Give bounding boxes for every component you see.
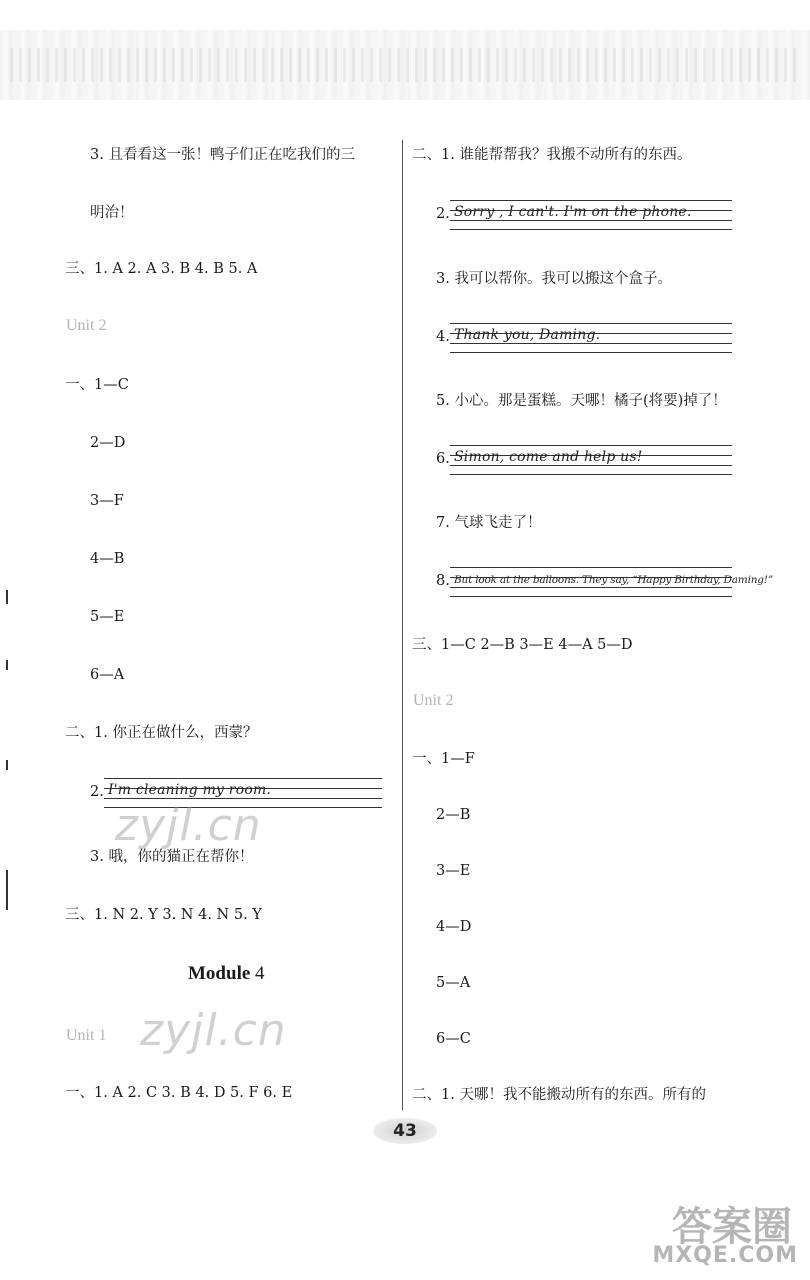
answer-line: 二、1. 你正在做什么，西蒙？ (65, 725, 258, 741)
unit-heading: Unit 1 (66, 1027, 107, 1044)
module-word: Module (188, 963, 251, 984)
answer-line: 7. 气球飞走了！ (436, 515, 542, 531)
answer-line: 三、1. A 2. A 3. B 4. B 5. A (65, 261, 258, 277)
answer-line: 4—B (90, 551, 125, 567)
answer-line: 二、1. 天哪！我不能搬动所有的东西。所有的 (412, 1087, 706, 1103)
handwriting-answer (436, 567, 773, 597)
edge-mark (6, 590, 8, 604)
column-divider (402, 140, 403, 1110)
answer-line: 一、1—F (412, 751, 475, 767)
watermark: zyjl.cn (140, 1005, 287, 1056)
answer-line: 5—A (436, 975, 471, 991)
unit-heading: Unit 2 (66, 317, 107, 334)
answer-line: 3. 且看看这一张！鸭子们正在吃我们的三 (90, 147, 355, 163)
handwritten-text: But look at the balloons. They say, “Happy Birthday, Daming!” (454, 574, 773, 586)
answer-line: 6—C (436, 1031, 471, 1047)
answer-line: 4—D (436, 919, 472, 935)
answer-number: 2. (90, 784, 104, 800)
edge-mark (6, 760, 8, 770)
page-number: 43 (373, 1118, 437, 1144)
answer-line: 三、1—C 2—B 3—E 4—A 5—D (412, 637, 633, 653)
answer-number: 8. (436, 573, 450, 589)
answer-number: 4. (436, 329, 450, 345)
header-band (0, 30, 810, 100)
handwritten-text: Sorry , I can't. I'm on the phone. (454, 204, 692, 220)
answer-line: 3—F (90, 493, 124, 509)
answer-line: 一、1—C (65, 377, 129, 393)
answer-number: 6. (436, 451, 450, 467)
handwritten-text: I'm cleaning my room. (108, 782, 272, 798)
watermark: zyjl.cn (115, 800, 262, 851)
answer-line: 二、1. 谁能帮帮我？我搬不动所有的东西。 (412, 147, 692, 163)
answer-line: 3. 哦，你的猫正在帮你！ (90, 849, 254, 865)
corner-logo (632, 1195, 802, 1275)
answer-line: 5. 小心。那是蛋糕。天哪！橘子(将要)掉了！ (436, 393, 727, 409)
logo-cn: 答案圈 (672, 1204, 792, 1250)
unit-heading: Unit 2 (413, 692, 454, 709)
handwriting-answer (436, 323, 732, 353)
answer-line: 6—A (90, 667, 125, 683)
edge-mark (6, 870, 8, 910)
module-number: 4 (255, 963, 265, 984)
answer-line: 5—E (90, 609, 125, 625)
answer-line: 一、1. A 2. C 3. B 4. D 5. F 6. E (65, 1085, 293, 1101)
answer-line: 3. 我可以帮你。我可以搬这个盒子。 (436, 271, 672, 287)
answer-line: 明治！ (90, 205, 134, 221)
answer-line: 3—E (436, 863, 471, 879)
answer-line: 2—D (90, 435, 126, 451)
answer-line: 三、1. N 2. Y 3. N 4. N 5. Y (65, 907, 262, 923)
handwriting-answer (436, 200, 732, 230)
answer-line: 2—B (436, 807, 471, 823)
handwritten-text: Thank you, Daming. (454, 327, 601, 343)
edge-mark (6, 660, 8, 670)
answer-number: 2. (436, 206, 450, 222)
handwritten-text: Simon, come and help us! (454, 449, 643, 465)
logo-en: MXQE.COM (652, 1243, 798, 1268)
module-heading (188, 963, 265, 985)
handwriting-answer (436, 445, 732, 475)
